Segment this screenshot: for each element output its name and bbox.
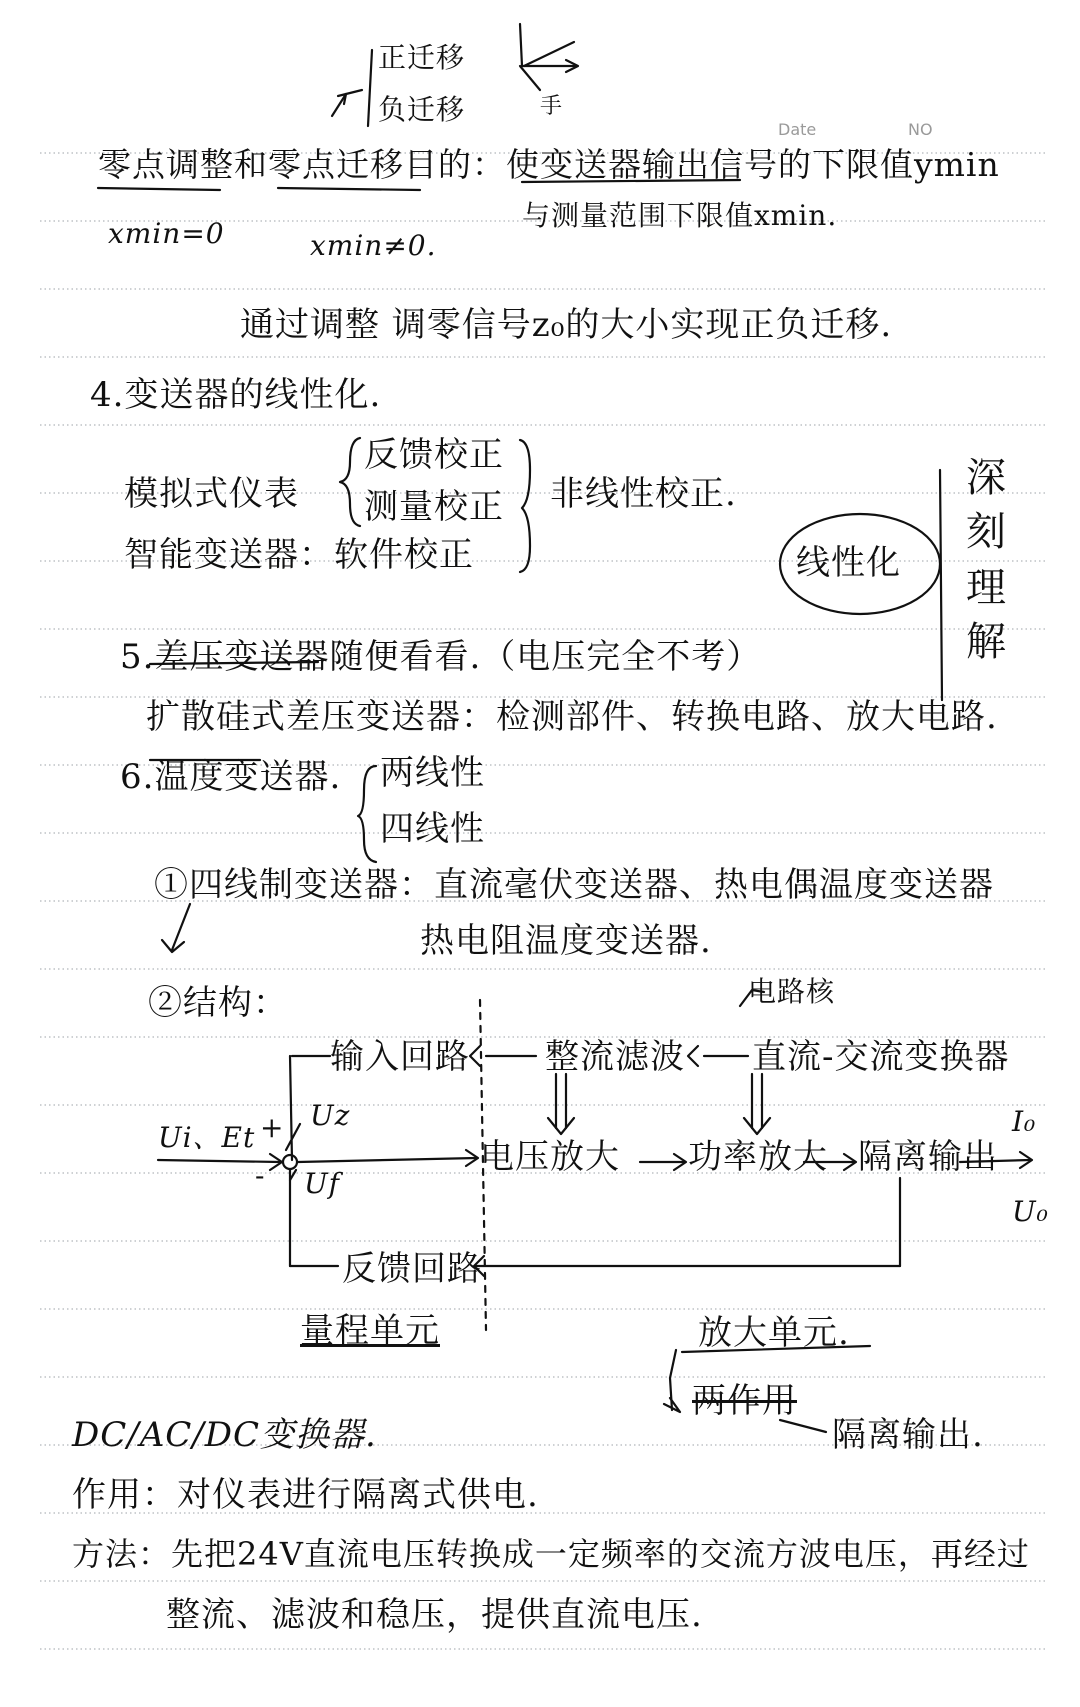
output-voltage-label: U₀ [1012,1195,1049,1228]
uz-label: Uz [310,1099,351,1132]
pressure-title: 5.差压变送器随便看看.（电压完全不考） [120,637,762,677]
dcac-effect: 作用：对仪表进行隔离式供电. [72,1475,539,1515]
temperature-title: 6.温度变送器. [120,757,342,797]
ui-et-label: Ui、Et [158,1121,256,1154]
zero-condition-b: xmin≠0. [310,229,437,262]
uf-label: Uf [304,1167,340,1200]
dcac-title: DC/AC/DC变换器. [72,1415,377,1455]
range-unit-label: 量程单元 [300,1311,440,1351]
deep-char-1: 深 [966,455,1007,501]
output-current-label: I₀ [1012,1105,1037,1138]
pressure-body: 扩散硅式差压变送器：检测部件、转换电路、放大电路. [146,697,998,737]
minus-sign: - [255,1159,266,1192]
feedback-loop-block: 反馈回路 [342,1249,482,1289]
zero-purpose-line1: 零点调整和零点迁移目的：使变送器输出信号的下限值ymin [98,145,1000,184]
dcac-method-cont: 整流、滤波和稳压，提供直流电压. [166,1595,703,1635]
positive-shift-text: 正迁移 [378,41,466,74]
linearization-title: 4.变送器的线性化. [90,375,382,415]
date-label: Date [778,120,817,139]
voltage-amp-block: 电压放大 [480,1137,620,1177]
four-wire-item-cont: 热电阻温度变送器. [420,921,712,961]
structure-heading: ②结构： [148,983,288,1023]
two-wire: 两线性 [380,753,485,793]
isolation-output-block: 隔离输出 [858,1137,998,1177]
negative-shift-text: 负迁移 [378,93,466,126]
two-effect-strike: 两作用 [692,1381,797,1421]
analog-instrument: 模拟式仪表 [124,474,299,514]
deep-char-4: 解 [966,619,1007,665]
four-wire: 四线性 [380,809,485,849]
feedback-correction: 反馈校正 [364,435,504,475]
zero-condition-a: xmin=0 [108,217,225,250]
dcac-method: 方法：先把24V直流电压转换成一定频率的交流方波电压，再经过 [72,1535,1030,1573]
dc-ac-converter-block: 直流-交流变换器 [752,1037,1010,1077]
zero-purpose-line2: 与测量范围下限值xmin. [522,199,838,232]
isolation-output-note: 隔离输出. [832,1415,984,1455]
power-amp-block: 功率放大 [688,1137,828,1177]
sketch-axis-label: 手 [540,94,564,119]
rectify-filter-block: 整流滤波 [545,1037,685,1077]
linearization-circled: 线性化 [796,543,901,583]
measure-correction: 测量校正 [364,487,504,527]
deep-char-3: 理 [966,565,1007,611]
deep-char-2: 刻 [966,509,1007,555]
zero-shift-note: 通过调整 调零信号z₀的大小实现正负迁移. [240,305,893,345]
no-label: NO [908,120,933,139]
input-loop-block: 输入回路 [330,1037,470,1077]
amplifier-unit-label: 放大单元. [698,1313,850,1353]
circuit-core-label: 电路核 [748,975,836,1008]
smart-transmitter-software-correction: 智能变送器：软件校正 [124,535,474,575]
four-wire-item: ①四线制变送器：直流毫伏变送器、热电偶温度变送器 [154,865,994,905]
nonlinear-correction: 非线性校正. [550,474,737,514]
plus-sign: + [260,1111,285,1144]
